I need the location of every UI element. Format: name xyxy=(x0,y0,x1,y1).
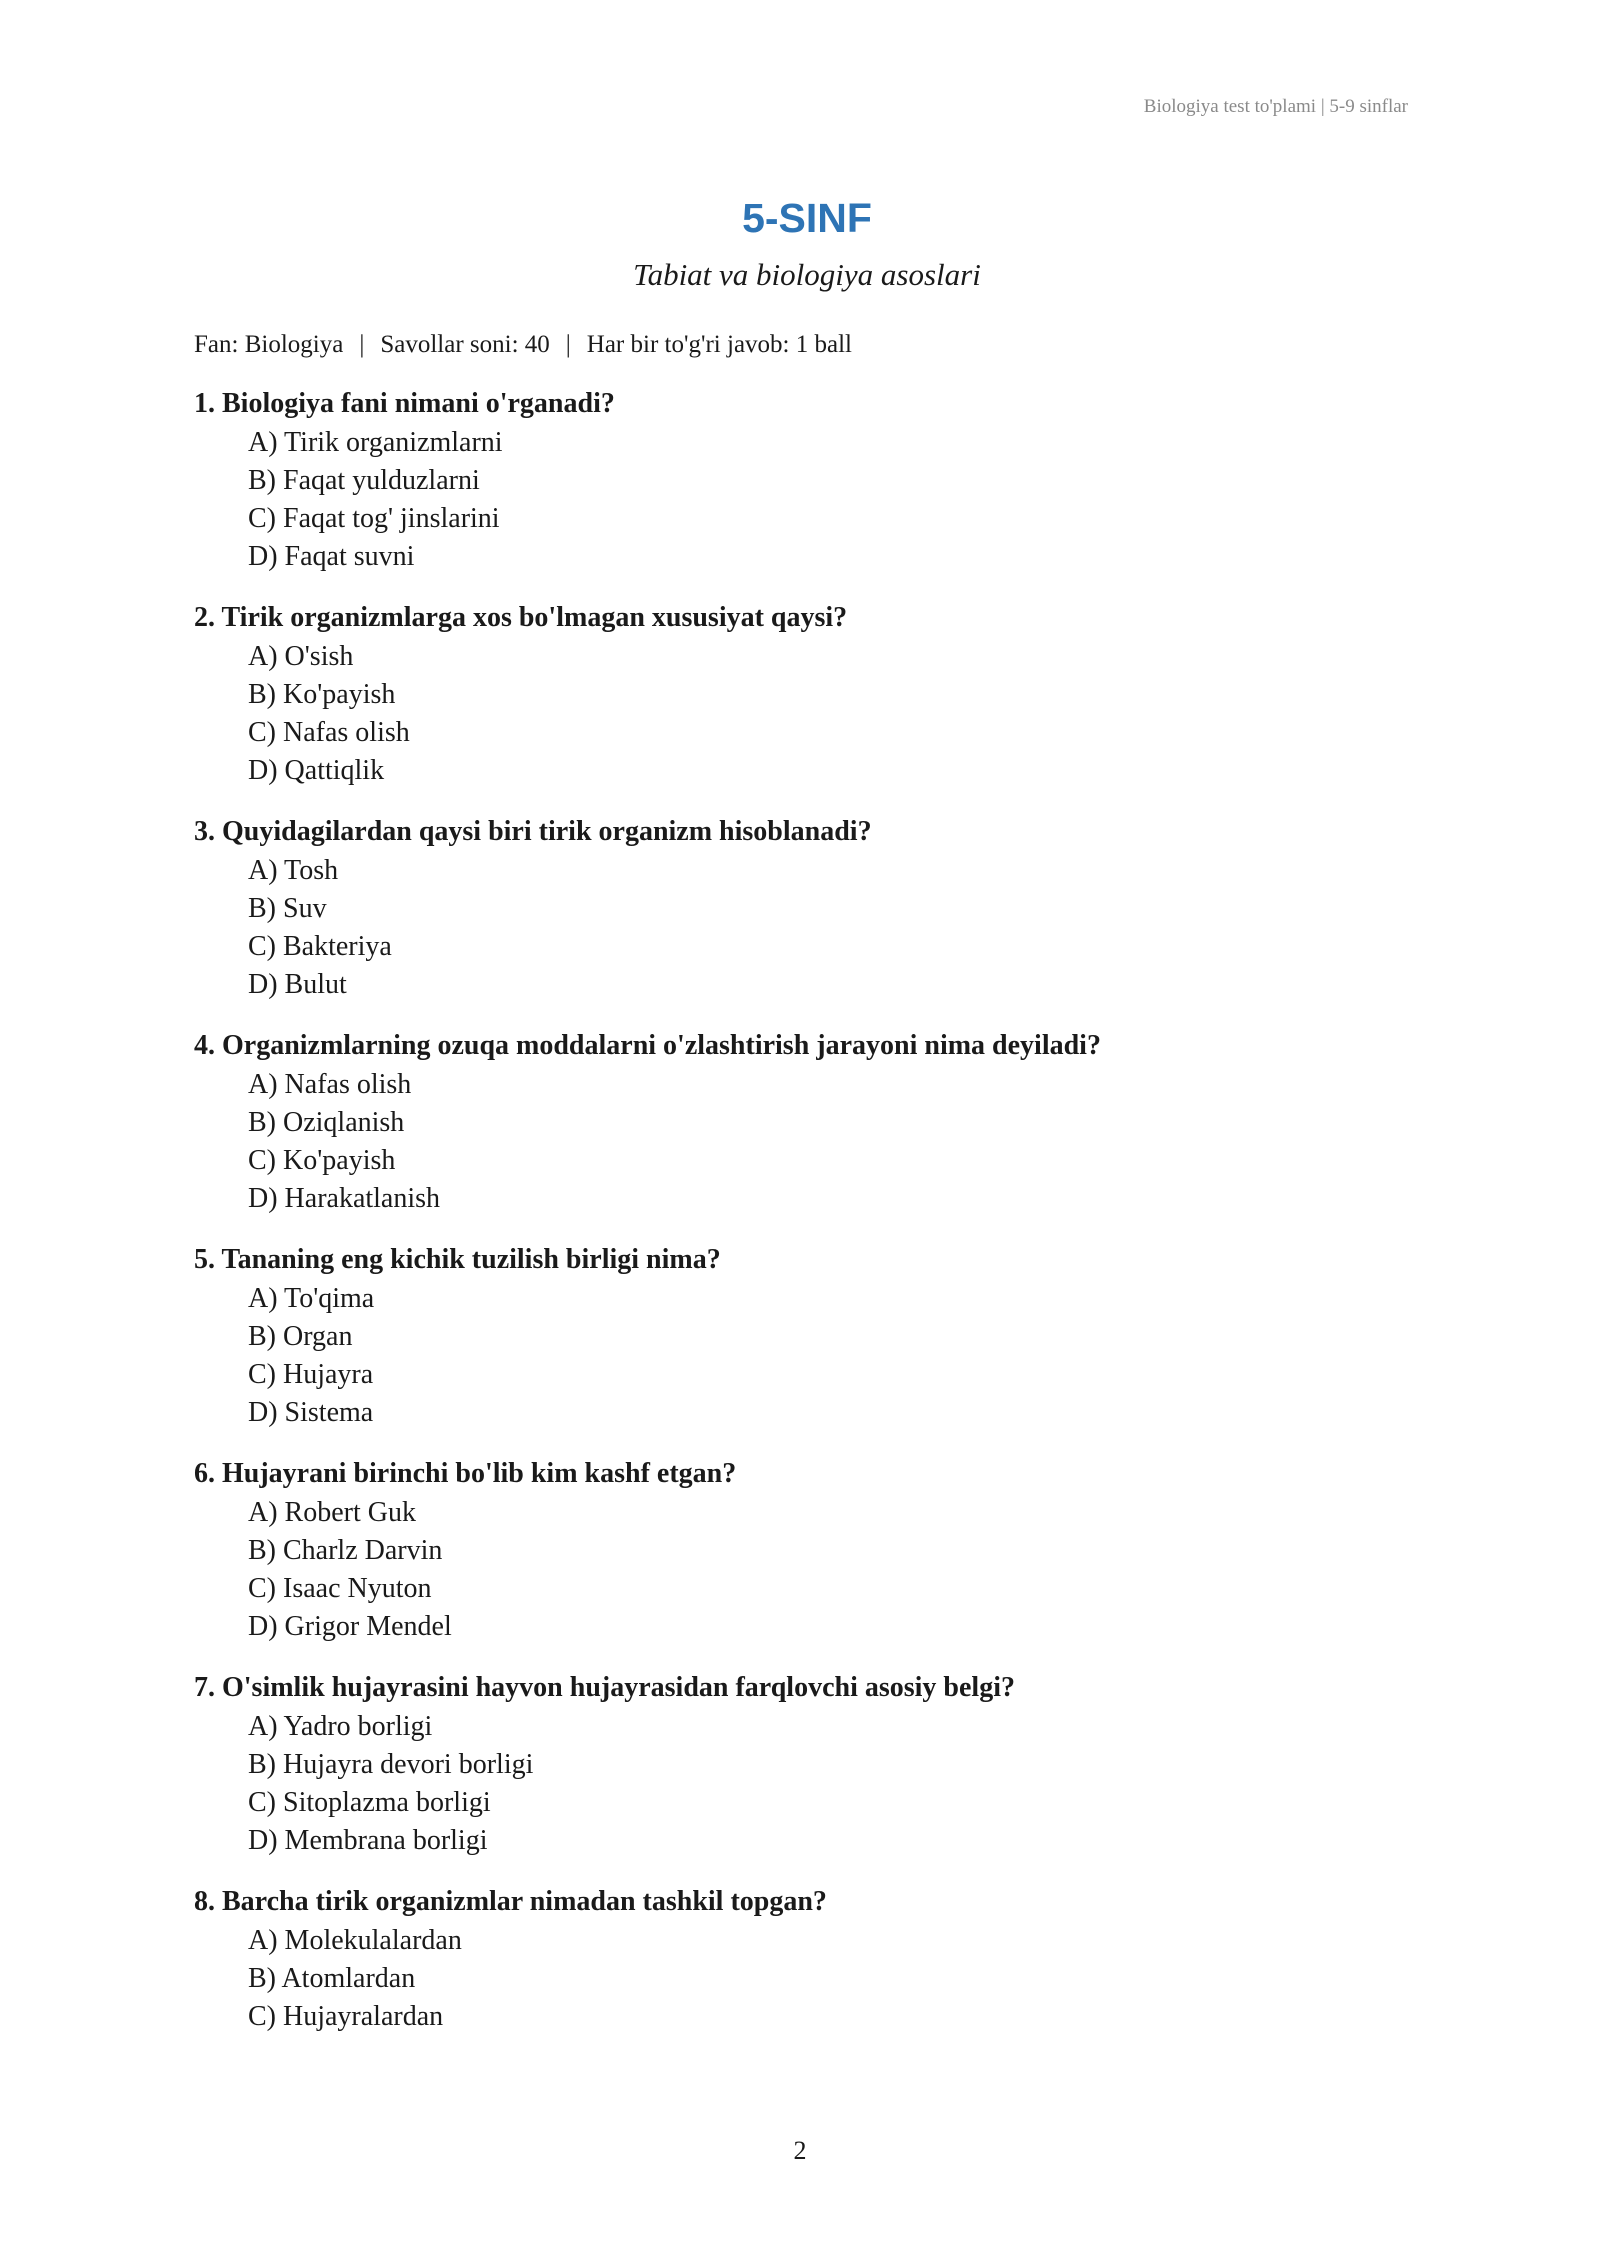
answer-option: B) Suv xyxy=(248,893,327,924)
question-text: 2. Tirik organizmlarga xos bo'lmagan xususiyat qaysi? xyxy=(194,602,848,633)
answer-option: A) O'sish xyxy=(248,641,354,672)
answer-option: A) To'qima xyxy=(248,1283,375,1314)
page-title: 5-SINF xyxy=(742,195,872,241)
answer-option: A) Robert Guk xyxy=(248,1497,416,1528)
answer-options xyxy=(194,424,1406,576)
answer-options xyxy=(194,1922,1406,2036)
answer-option: B) Atomlardan xyxy=(248,1963,416,1994)
answer-option: D) Grigor Mendel xyxy=(248,1611,452,1642)
answer-option: C) Hujayralardan xyxy=(248,2001,444,2032)
answer-option: D) Faqat suvni xyxy=(248,541,415,572)
answer-option: C) Faqat tog' jinslarini xyxy=(248,503,500,534)
answer-option: D) Qattiqlik xyxy=(248,755,385,786)
question-text: 7. O'simlik hujayrasini hayvon hujayrasidan farqlovchi asosiy belgi? xyxy=(194,1672,1015,1703)
question-text: 4. Organizmlarning ozuqa moddalarni o'zlashtirish jarayoni nima deyiladi? xyxy=(194,1030,1101,1061)
question-block xyxy=(194,1026,1406,1218)
answer-option: D) Sistema xyxy=(248,1397,374,1428)
answer-option: A) Molekulalardan xyxy=(248,1925,462,1956)
meta-points: Har bir to'g'ri javob: 1 ball xyxy=(586,331,852,358)
answer-option: A) Tirik organizmlarni xyxy=(248,427,503,458)
answer-option: D) Harakatlanish xyxy=(248,1183,441,1214)
question-text: 5. Tananing eng kichik tuzilish birligi nima? xyxy=(194,1244,721,1275)
answer-option: B) Organ xyxy=(248,1321,353,1352)
answer-options xyxy=(194,1494,1406,1646)
answer-option: A) Yadro borligi xyxy=(248,1711,433,1742)
question-block xyxy=(194,812,1406,1004)
answer-option: C) Nafas olish xyxy=(248,717,410,748)
answer-option: C) Hujayra xyxy=(248,1359,374,1390)
question-block xyxy=(194,598,1406,790)
answer-option: C) Sitoplazma borligi xyxy=(248,1787,491,1818)
answer-options xyxy=(194,1280,1406,1432)
answer-option: B) Ko'payish xyxy=(248,679,396,710)
meta-subject: Fan: Biologiya xyxy=(194,331,344,358)
question-text: 8. Barcha tirik organizmlar nimadan tashkil topgan? xyxy=(194,1886,827,1917)
running-header: Biologiya test to'plami | 5-9 sinflar xyxy=(1143,96,1408,117)
meta-question-count: Savollar soni: 40 xyxy=(380,331,550,358)
question-text: 3. Quyidagilardan qaysi biri tirik organizm hisoblanadi? xyxy=(194,816,872,847)
answer-option: A) Nafas olish xyxy=(248,1069,412,1100)
meta-separator: | xyxy=(359,331,365,358)
answer-option: B) Hujayra devori borligi xyxy=(248,1749,534,1780)
answer-option: A) Tosh xyxy=(248,855,339,886)
answer-option: D) Membrana borligi xyxy=(248,1825,488,1856)
answer-options xyxy=(194,852,1406,1004)
question-block xyxy=(194,1668,1406,1860)
page-subtitle: Tabiat va biologiya asoslari xyxy=(633,257,981,292)
page-number: 2 xyxy=(793,2136,807,2165)
question-block xyxy=(194,1454,1406,1646)
test-meta-line xyxy=(194,328,1406,362)
answer-options xyxy=(194,1708,1406,1860)
meta-separator: | xyxy=(565,331,571,358)
question-list xyxy=(194,384,1406,2036)
answer-option: C) Isaac Nyuton xyxy=(248,1573,432,1604)
answer-option: C) Bakteriya xyxy=(248,931,392,962)
answer-option: D) Bulut xyxy=(248,969,347,1000)
answer-option: C) Ko'payish xyxy=(248,1145,396,1176)
answer-option: B) Charlz Darvin xyxy=(248,1535,443,1566)
question-block xyxy=(194,1882,1406,2036)
answer-option: B) Faqat yulduzlarni xyxy=(248,465,480,496)
question-block xyxy=(194,1240,1406,1432)
question-text: 1. Biologiya fani nimani o'rganadi? xyxy=(194,388,615,419)
answer-options xyxy=(194,638,1406,790)
question-block xyxy=(194,384,1406,576)
answer-options xyxy=(194,1066,1406,1218)
answer-option: B) Oziqlanish xyxy=(248,1107,405,1138)
question-text: 6. Hujayrani birinchi bo'lib kim kashf etgan? xyxy=(194,1458,737,1489)
page-content xyxy=(194,190,1406,2036)
